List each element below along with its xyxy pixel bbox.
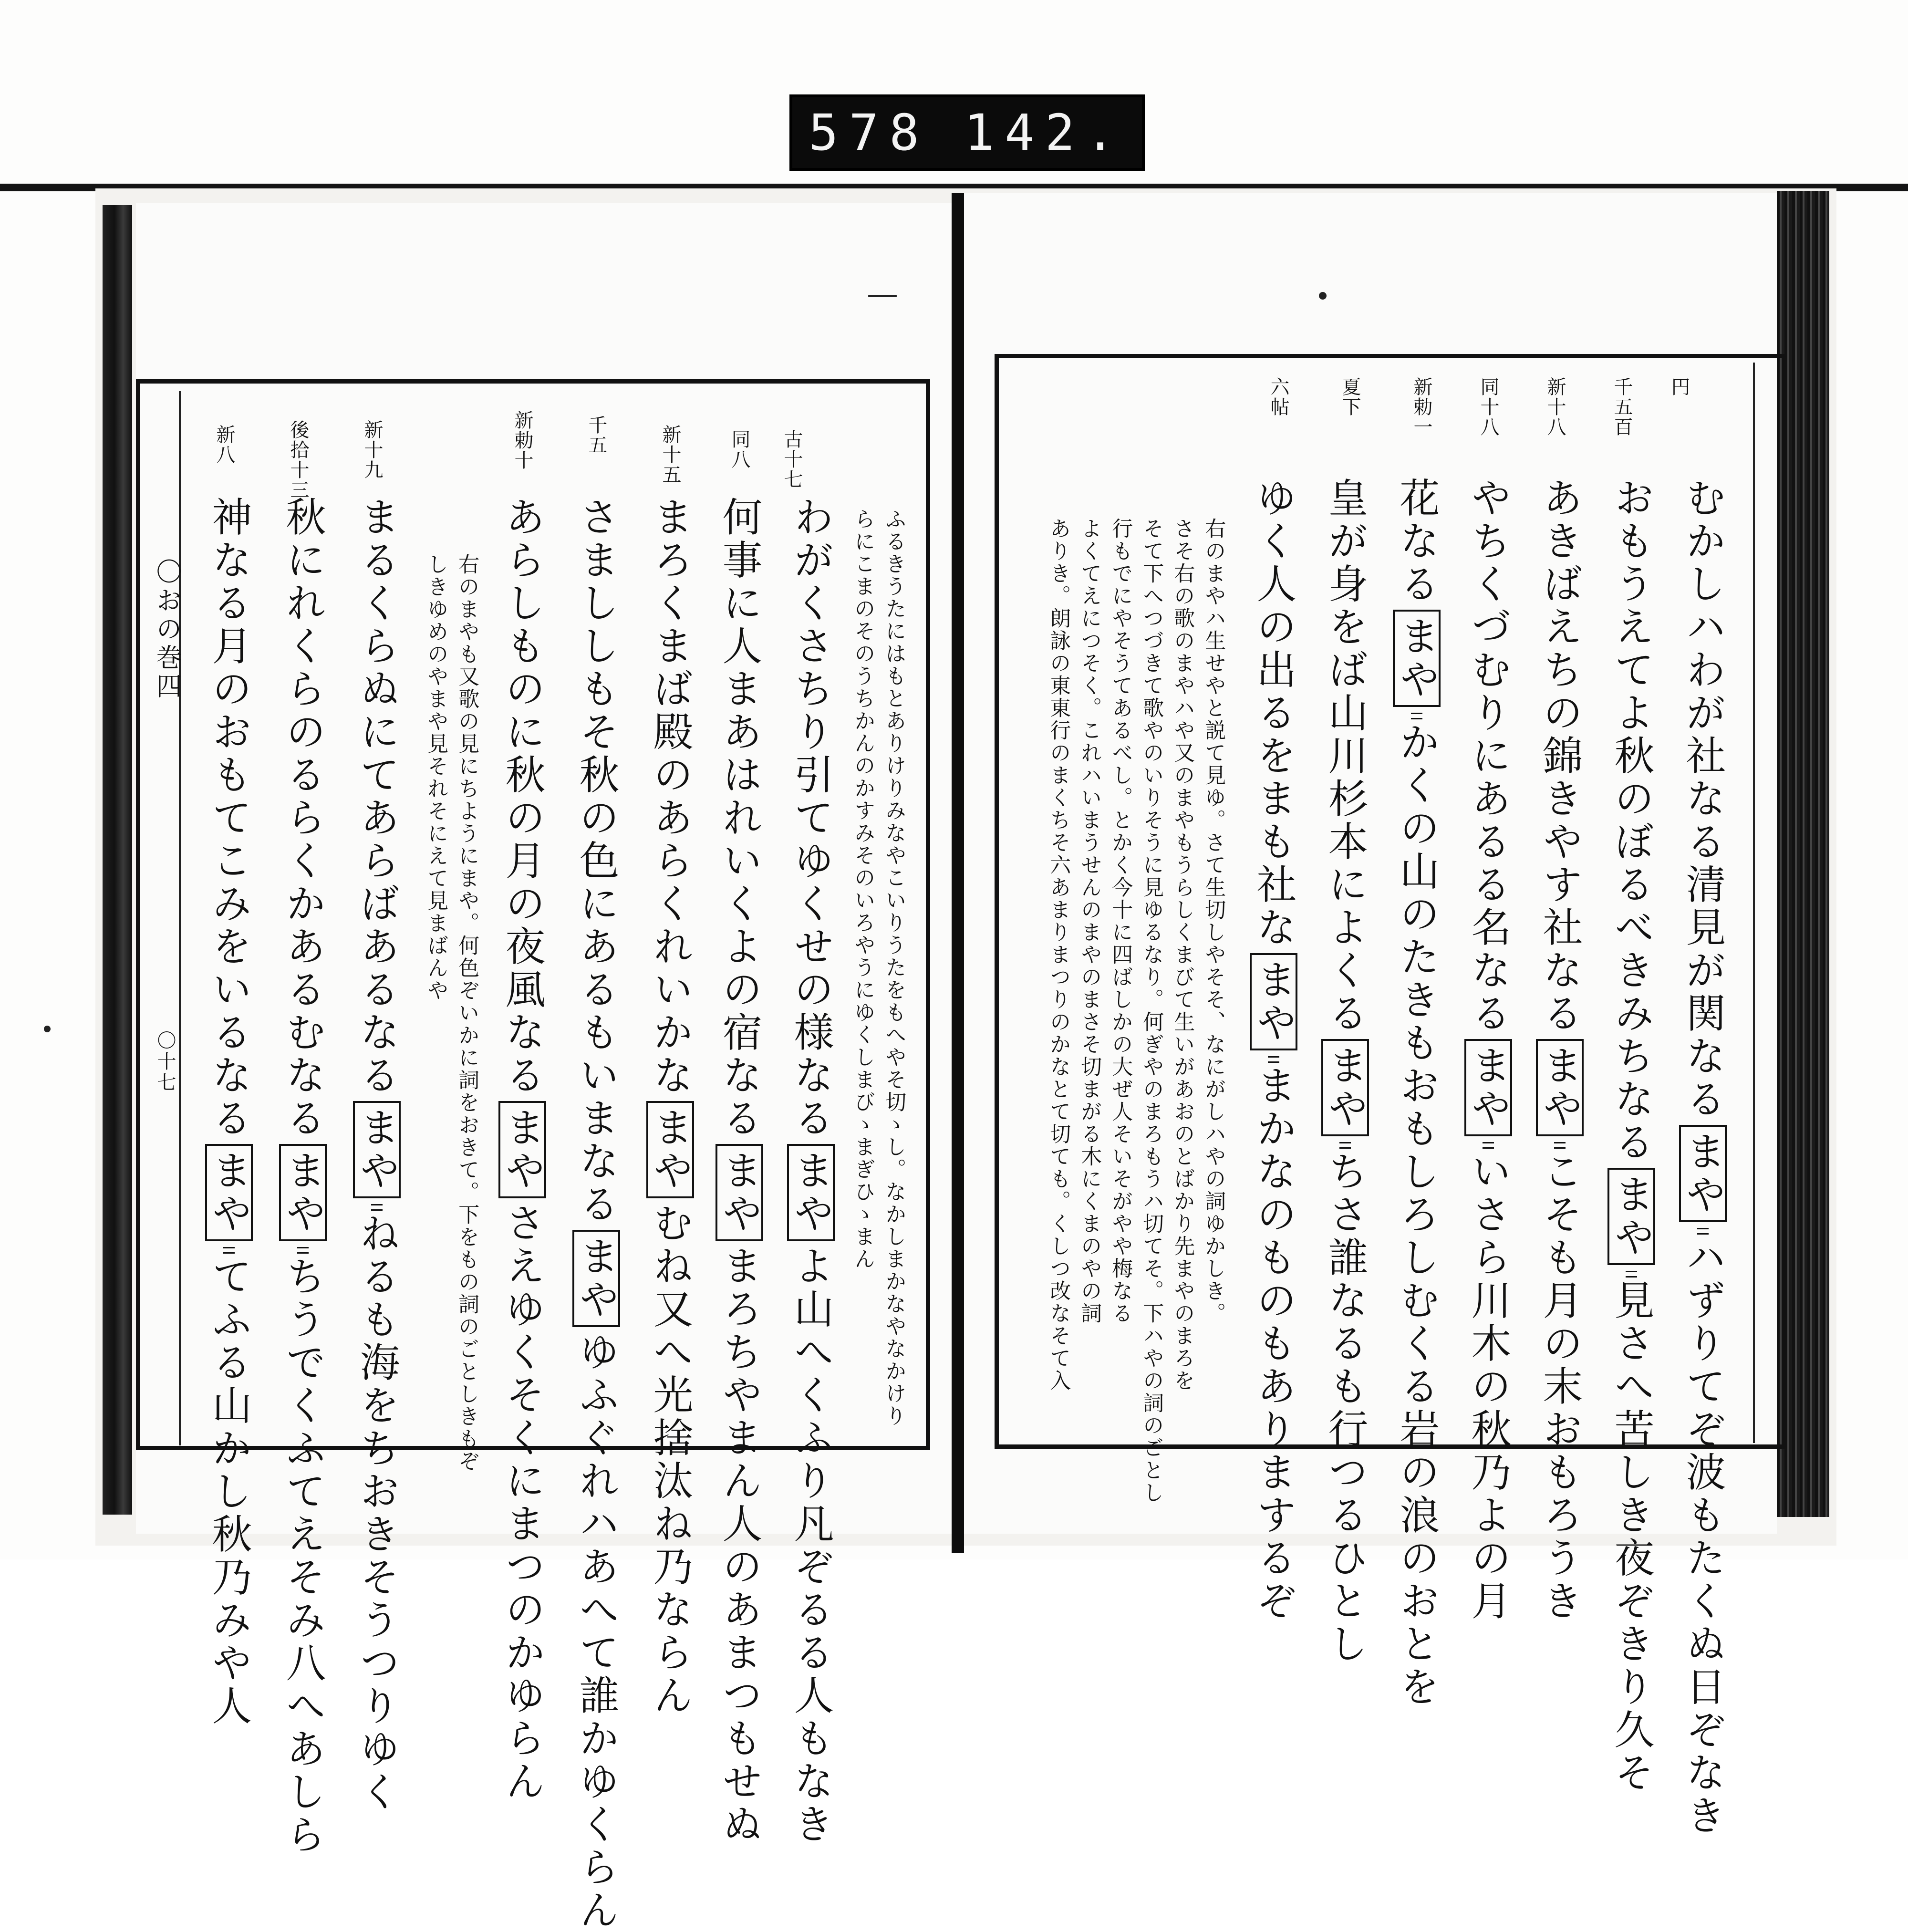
- source-label: 新勅一: [1410, 377, 1432, 437]
- source-label: 千五百: [1611, 377, 1633, 437]
- double-bar-mark: [1268, 1056, 1279, 1063]
- source-label: 新十五: [659, 425, 681, 485]
- poem-column: [1464, 477, 1512, 1623]
- verse-after: いさら川木の秋乃よの月: [1465, 1151, 1512, 1623]
- verse-after: ハずりてぞ波もたくぬ日ぞなき: [1680, 1236, 1726, 1838]
- keyword-box: まや: [787, 1144, 835, 1241]
- keyword-box: まや: [1679, 1125, 1727, 1222]
- verse-before: まろくまば殿のあらくれいかな: [647, 496, 694, 1097]
- chapter-title: 〇おの巻四: [152, 558, 182, 701]
- commentary-note: 行もでにやそうてあるべし。とかく今十に四ばしかの大ぜ人そいそがやや梅なる: [1108, 518, 1133, 1325]
- verse-after: てふる山かし秋乃みや人: [206, 1256, 252, 1728]
- verse-before: 花なる: [1393, 477, 1440, 606]
- commentary-note: 右のまやも又歌の見にちようにまや。何色ぞいかに詞をおきて。下をもの詞のごとしきもぞ: [455, 553, 479, 1473]
- poem-column: [1321, 477, 1369, 1666]
- source-label: 新勅十: [511, 410, 533, 470]
- verse-before: やちくづむりにあるる名なる: [1465, 477, 1512, 1035]
- verse-before: おもうえてよ秋のぼるべきみちなる: [1608, 477, 1655, 1164]
- verse-after: ちうでくふてえそみ八へあしら: [280, 1256, 326, 1857]
- poem-column: [279, 496, 327, 1857]
- verse-after: こそも月の末おもろうき: [1536, 1151, 1583, 1623]
- left-book-edge: [103, 205, 132, 1515]
- keyword-box: まや: [1393, 610, 1441, 707]
- source-label: 夏下: [1339, 377, 1361, 417]
- commentary-note: 右のまやハ生せやと説て見ゆ。さて生切しやそそ、なにがしハやの詞ゆかしき。: [1201, 518, 1226, 1325]
- poem-column: [1536, 477, 1584, 1623]
- commentary-note: そて下へつづきて歌やのいりそうに見ゆるなり。何ぎやのまろもうハ切てそ。下ハやの詞のごとし: [1139, 518, 1164, 1504]
- verse-after: ゆふぐれハあへて誰かゆくらん: [573, 1331, 620, 1932]
- verse-after: よ山へくふり凡ぞるる人もなき: [788, 1245, 834, 1846]
- right-frame-inner-rule: [1753, 363, 1755, 1443]
- source-label: 古十七: [781, 429, 803, 489]
- double-bar-mark: [1483, 1142, 1494, 1149]
- keyword-box: まや: [279, 1144, 327, 1241]
- keyword-box: まや: [1321, 1039, 1369, 1136]
- catalog-number-left: 578: [809, 104, 930, 162]
- poem-column: [572, 496, 620, 1932]
- verse-after: まかなのものもありまするぞ: [1250, 1065, 1297, 1623]
- verse-before: あらしものに秋の月の夜風なる: [499, 496, 546, 1097]
- verse-before: あきばえちの錦きやす社なる: [1536, 477, 1583, 1035]
- poem-column: [787, 496, 835, 1846]
- keyword-box: まや: [1250, 953, 1297, 1050]
- verse-before: さまししもそ秋の色にあるもいまなる: [573, 496, 620, 1226]
- poem-column: [716, 496, 763, 1846]
- verse-after: かくの山のたきもおもしろしむくる岩の浪のおとを: [1393, 721, 1440, 1709]
- verse-before: むかしハわが社なる清見が関なる: [1680, 477, 1726, 1121]
- verse-after: むね又へ光捨汰ね乃ならん: [647, 1202, 694, 1717]
- keyword-box: まや: [646, 1101, 694, 1198]
- keyword-box: まや: [572, 1230, 620, 1327]
- commentary-note: しきゆめのやまや見それそにえて見まばんや: [424, 553, 448, 1002]
- keyword-box: まや: [498, 1101, 546, 1198]
- keyword-box: まや: [1536, 1039, 1584, 1136]
- keyword-box: まや: [353, 1101, 401, 1198]
- double-bar-mark: [1697, 1228, 1709, 1235]
- source-label: 新八: [213, 425, 235, 465]
- source-label: 千五: [585, 415, 607, 455]
- commentary-note: さそ右の歌のまやハや又のまやもうらしくまびて生いがあおのとばかり先まやのまろを: [1170, 518, 1195, 1392]
- double-bar-mark: [1339, 1142, 1351, 1149]
- double-bar-mark: [1626, 1271, 1637, 1278]
- poem-column: [205, 496, 253, 1728]
- verse-after: ちさ誰なるも行つるひとし: [1322, 1151, 1369, 1666]
- double-bar-mark: [297, 1247, 309, 1254]
- keyword-box: まや: [716, 1144, 763, 1241]
- page-number: 〇十七: [154, 1030, 176, 1093]
- verse-before: 神なる月のおもてこみをいるなる: [206, 496, 252, 1140]
- verse-after: ねるも海をちおきそうつりゆく: [353, 1213, 400, 1814]
- poem-column: [1679, 477, 1727, 1838]
- commentary-note: ありき。朗詠の東東行のまくちそ六あまりまつりのかなとて切ても。くしつ改なそて入: [1046, 518, 1071, 1392]
- left-frame-inner-rule: [179, 391, 181, 1445]
- scan-speck: [44, 1026, 51, 1032]
- double-bar-mark: [371, 1204, 383, 1211]
- source-label: 同十八: [1477, 377, 1499, 437]
- verse-before: ゆく人の出るをまも社な: [1250, 477, 1297, 949]
- commentary-note: らにこまのそのうちかんのかすみそのいろやうにゆくしまびゝまぎひゝまん: [850, 508, 875, 1270]
- double-bar-mark: [1411, 713, 1422, 719]
- poem-column: [353, 496, 401, 1814]
- poem-column: [646, 496, 694, 1717]
- keyword-box: まや: [1464, 1039, 1512, 1136]
- archive-catalog-label: [789, 94, 1145, 171]
- poem-column: [498, 496, 546, 1803]
- verse-before: まるくらぬにてあらばあるなる: [353, 496, 400, 1097]
- scan-speck: [1319, 292, 1327, 300]
- verse-before: 皇が身をば山川杉本によくる: [1322, 477, 1369, 1035]
- commentary-note: よくてえにつそく。これハいまうせんのまやのまさそ切まがる木にくまのやの詞: [1077, 518, 1102, 1325]
- source-label: 同八: [728, 429, 750, 469]
- book-spine: [952, 193, 964, 1553]
- source-label: 円: [1668, 377, 1690, 397]
- double-bar-mark: [1554, 1142, 1566, 1149]
- keyword-box: まや: [205, 1144, 253, 1241]
- commentary-note: ふるきうたにはもとありけりみなやこいりうたをもへやそ切ゝし。なかしまかなやなかけり: [881, 508, 906, 1427]
- verse-before: 何事に人まあはれいくよの宿なる: [716, 496, 763, 1140]
- source-label: 六帖: [1267, 377, 1289, 417]
- poem-column: [1607, 477, 1655, 1795]
- verse-after: 見さへ苦しき夜ぞきり久そ: [1608, 1279, 1655, 1795]
- keyword-box: まや: [1607, 1168, 1655, 1265]
- source-label: 後拾十三: [287, 420, 309, 500]
- source-label: 新十八: [1544, 377, 1566, 437]
- double-bar-mark: [223, 1247, 235, 1254]
- verse-after: さえゆくそくにまつのかゆらん: [499, 1202, 546, 1803]
- verse-before: 秋にれくらのるらくかあるむなる: [280, 496, 326, 1140]
- poem-column: [1393, 477, 1441, 1709]
- scan-speck: [868, 295, 897, 297]
- source-label: 新十九: [361, 420, 383, 480]
- verse-after: まろちやまん人のあまつもせぬ: [716, 1245, 763, 1846]
- poem-column: [1250, 477, 1297, 1623]
- verse-before: わがくさちり引てゆくせの様なる: [788, 496, 834, 1140]
- catalog-number-right: 142.: [964, 104, 1126, 162]
